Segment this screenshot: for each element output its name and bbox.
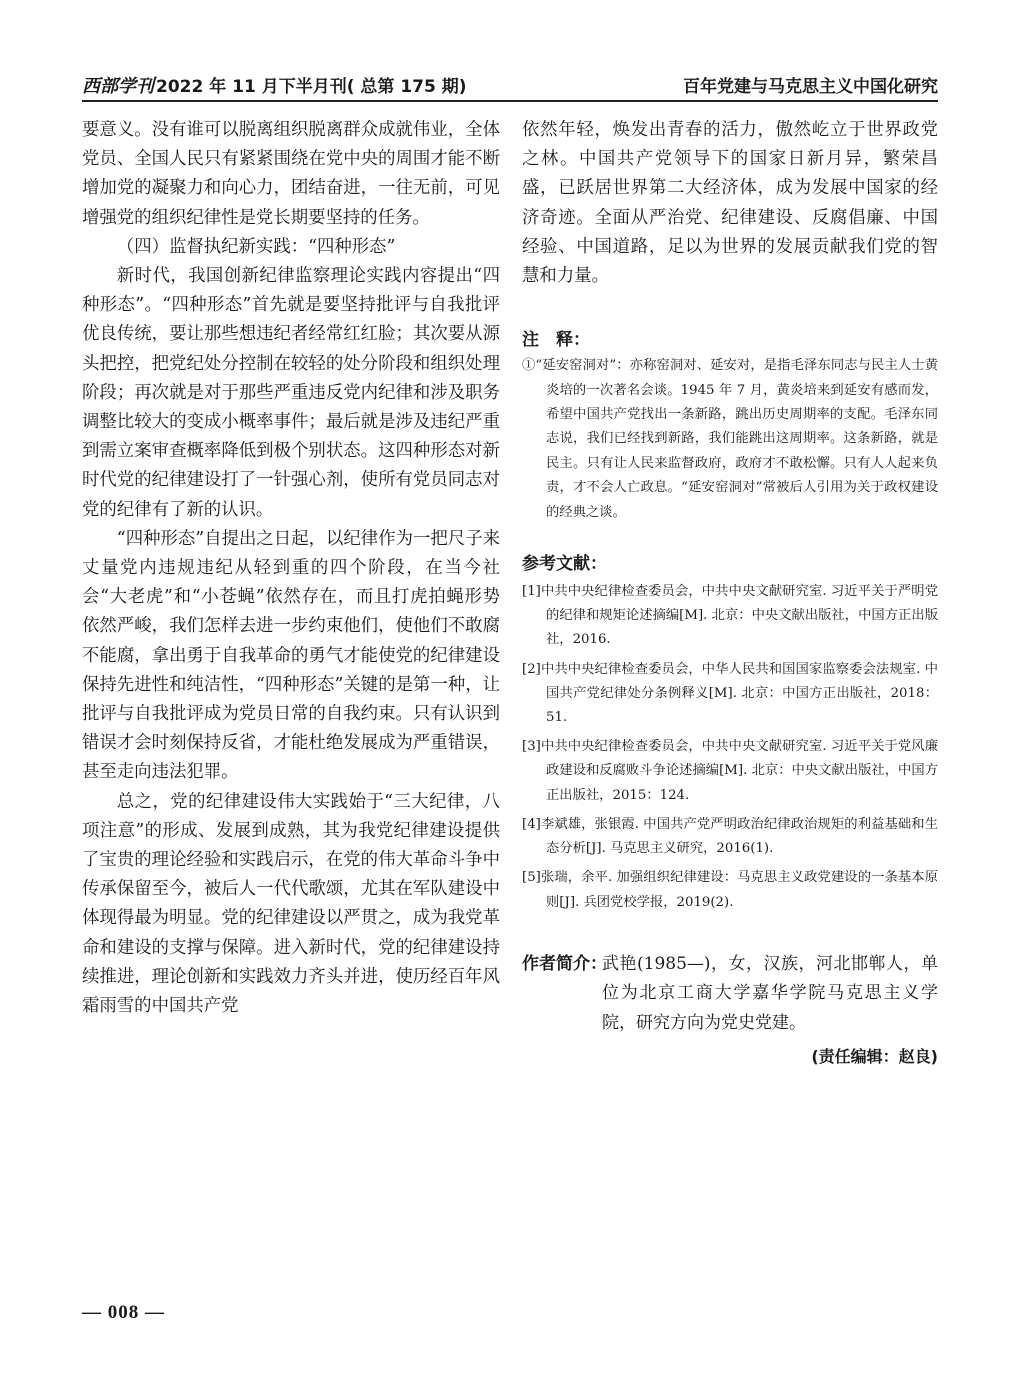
reference-item: [5]张瑞，余平. 加强组织纪律建设：马克思主义政党建设的一条基本原则[J]. 兵团党校学报，2019(2). [522, 870, 938, 910]
references-heading: 参考文献： [522, 554, 607, 575]
footnote: ①“延安窑洞对”：亦称窑洞对、延安对，是指毛泽东同志与民主人士黄炎培的一次著名会谈。1945 年 7 月，黄炎培来到延安有感而发，希望中国共产党找出一条新路，跳出历史周期率的支配。毛泽东同志说，我们已经找到新路，我们能跳出这周期率。这条新路，就是民主。只有让人民来监督政府，政府才不敢松懈。只有人人起来负责，才不会人亡政息。“延安窑洞对”常被后人引用为关于政权建设的经典之谈。 [522, 358, 938, 520]
reference-item: [4]李斌雄，张银霞. 中国共产党严明政治纪律政治规矩的利益基础和生态分析[J]. 马克思主义研究，2016(1). [522, 816, 938, 857]
section-title: 百年党建与马克思主义中国化研究 [683, 77, 938, 97]
reference-item: [1]中共中央纪律检查委员会，中共中央文献研究室. 习近平关于严明党的纪律和规矩论述摘编[M]. 北京：中央文献出版社，中国方正出版社，2016. [522, 584, 938, 648]
header-rule [82, 100, 938, 102]
responsible-editor: (责任编辑：赵良) [811, 1047, 938, 1067]
notes-heading: 注 释： [522, 330, 590, 351]
page-number: — 008 — [82, 1302, 165, 1323]
reference-item: [3]中共中央纪律检查委员会，中共中央文献研究室. 习近平关于党风廉政建设和反腐败斗争论述摘编[M]. 北京：中央文献出版社，中国方正出版社，2015：124. [522, 739, 938, 803]
subheading-four-forms: （四）监督执纪新实践：“四种形态” [116, 236, 396, 257]
author-bio-label: 作者简介： [522, 953, 607, 974]
author-bio-text: 武艳(1985—)，女，汉族，河北邯郸人，单位为北京工商大学嘉华学院马克思主义学院，研究方向为党史党建。 [602, 953, 938, 1033]
left-column [82, 116, 500, 1021]
header-journal-info [82, 72, 467, 98]
issue-label: 2022 年 11 月下半月刊( 总第 175 期) [156, 77, 467, 97]
reference-item: [2]中共中央纪律检查委员会，中华人民共和国国家监察委会法规室. 中国共产党纪律处分条例释义[M]. 北京：中国方正出版社，2018：51. [522, 661, 938, 726]
right-column [522, 116, 938, 1067]
paragraph: 新时代，我国创新纪律监察理论实践内容提出“四种形态”。“四种形态”首先就是要坚持批评与自我批评优良传统，要让那些想违纪者经常红红脸；其次要从源头把控，把党纪处分控制在较轻的处分阶段和组织处理阶段；再次就是对于那些严重违反党内纪律和涉及职务调整比较大的变成小概率事件；最后就是涉及违纪严重到需立案审查概率降低到极个别状态。这四种形态对新时代党的纪律建设打了一针强心剂，使所有党员同志对党的纪律有了新的认识。 [82, 266, 500, 520]
paragraph: “四种形态”自提出之日起，以纪律作为一把尺子来丈量党内违规违纪从轻到重的四个阶段，在当今社会“大老虎”和“小苍蝇”依然存在，而且打虎拍蝇形势依然严峻，我们怎样去进一步约束他们，使他们不敢腐不能腐，拿出勇于自我革命的勇气才能使党的纪律建设保持先进性和纯洁性，“四种形态”关键的是第一种，让批评与自我批评成为党员日常的自我约束。只有认识到错误才会时刻保持反省，才能杜绝发展成为严重错误，甚至走向违法犯罪。 [82, 528, 500, 783]
paragraph-continued: 依然年轻，焕发出青春的活力，傲然屹立于世界政党之林。中国共产党领导下的国家日新月异，繁荣昌盛，已跃居世界第二大经济体，成为发展中国家的经济奇迹。全面从严治党、纪律建设、反腐倡廉、中国经验、中国道路，足以为世界的发展贡献我们党的智慧和力量。 [522, 120, 938, 287]
paragraph: 总之，党的纪律建设伟大实践始于“三大纪律，八项注意”的形成、发展到成熟，其为我党纪律建设提供了宝贵的理论经验和实践启示，在党的伟大革命斗争中传承保留至今，被后人一代代歌颂，尤其在军队建设中体现得最为明显。党的纪律建设以严贯之，成为我党革命和建设的支撑与保障。进入新时代，党的纪律建设持续推进，理论创新和实践效力齐头并进，使历经百年风霜雨雪的中国共产党 [82, 791, 500, 1017]
paragraph-continued: 要意义。没有谁可以脱离组织脱离群众成就伟业，全体党员、全国人民只有紧紧围绕在党中央的周围才能不断增加党的凝聚力和向心力，团结奋进，一往无前，可见增强党的组织纪律性是党长期要坚持的任务。 [82, 120, 500, 228]
journal-logo: 西部学刊 [82, 76, 154, 97]
running-header [82, 70, 938, 102]
reference-list [522, 580, 938, 915]
author-bio [522, 950, 938, 1039]
